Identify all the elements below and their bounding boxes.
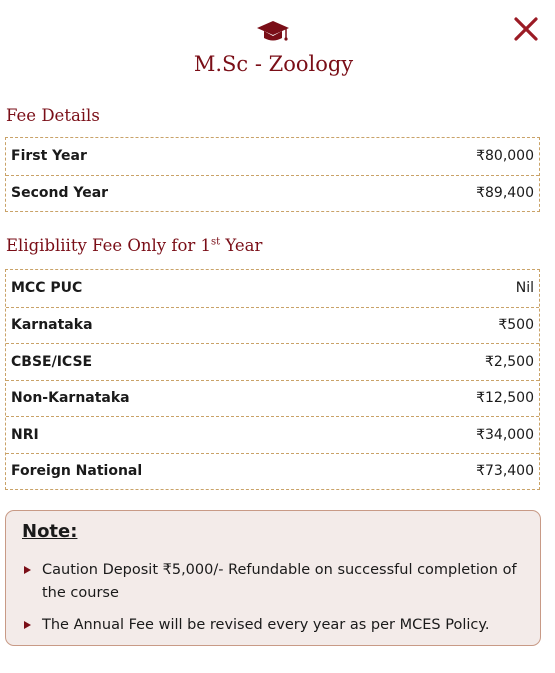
table-row — [6, 175, 539, 212]
table-row — [6, 453, 539, 490]
row-value: ₹500 — [498, 317, 534, 334]
note-heading: Note: — [22, 521, 78, 542]
row-label: Foreign National — [11, 463, 143, 480]
row-value: ₹80,000 — [476, 148, 534, 165]
row-label: CBSE/ICSE — [11, 353, 93, 370]
graduation-cap-icon — [256, 20, 290, 44]
row-label: MCC PUC — [11, 280, 83, 297]
note-text: The Annual Fee will be revised every year as per MCES Policy. — [42, 617, 490, 633]
eligibility-heading-suffix: Year — [220, 236, 263, 255]
row-value: ₹89,400 — [476, 185, 534, 202]
close-button[interactable] — [511, 14, 541, 44]
triangle-bullet-icon — [24, 621, 31, 629]
close-icon — [511, 14, 541, 44]
eligibility-heading-sup: st — [211, 236, 221, 248]
list-item — [22, 559, 527, 605]
note-text: Caution Deposit ₹5,000/- Refundable on successful completion of the course — [42, 562, 517, 601]
row-label: First Year — [11, 148, 87, 165]
fee-details-heading: Fee Details — [6, 106, 100, 125]
triangle-bullet-icon — [24, 566, 31, 574]
table-row — [6, 416, 539, 453]
eligibility-fee-heading — [6, 236, 262, 255]
row-value: ₹73,400 — [476, 463, 534, 480]
fee-details-table — [5, 137, 540, 212]
table-row — [6, 380, 539, 417]
note-list — [22, 559, 527, 646]
note-box — [5, 510, 541, 646]
modal-title: M.Sc - Zoology — [193, 52, 354, 76]
table-row — [6, 138, 539, 175]
row-label: Karnataka — [11, 317, 93, 334]
list-item — [22, 614, 527, 637]
table-row — [6, 270, 539, 307]
table-row — [6, 343, 539, 380]
row-value: ₹2,500 — [485, 353, 534, 370]
eligibility-heading-prefix: Eligibliity Fee Only for 1 — [6, 236, 212, 255]
row-value: Nil — [515, 280, 534, 297]
row-value: ₹34,000 — [476, 426, 534, 443]
table-row — [6, 307, 539, 344]
row-value: ₹12,500 — [476, 390, 534, 407]
eligibility-fee-table — [5, 269, 540, 490]
row-label: NRI — [11, 426, 39, 443]
row-label: Non-Karnataka — [11, 390, 130, 407]
row-label: Second Year — [11, 185, 109, 202]
